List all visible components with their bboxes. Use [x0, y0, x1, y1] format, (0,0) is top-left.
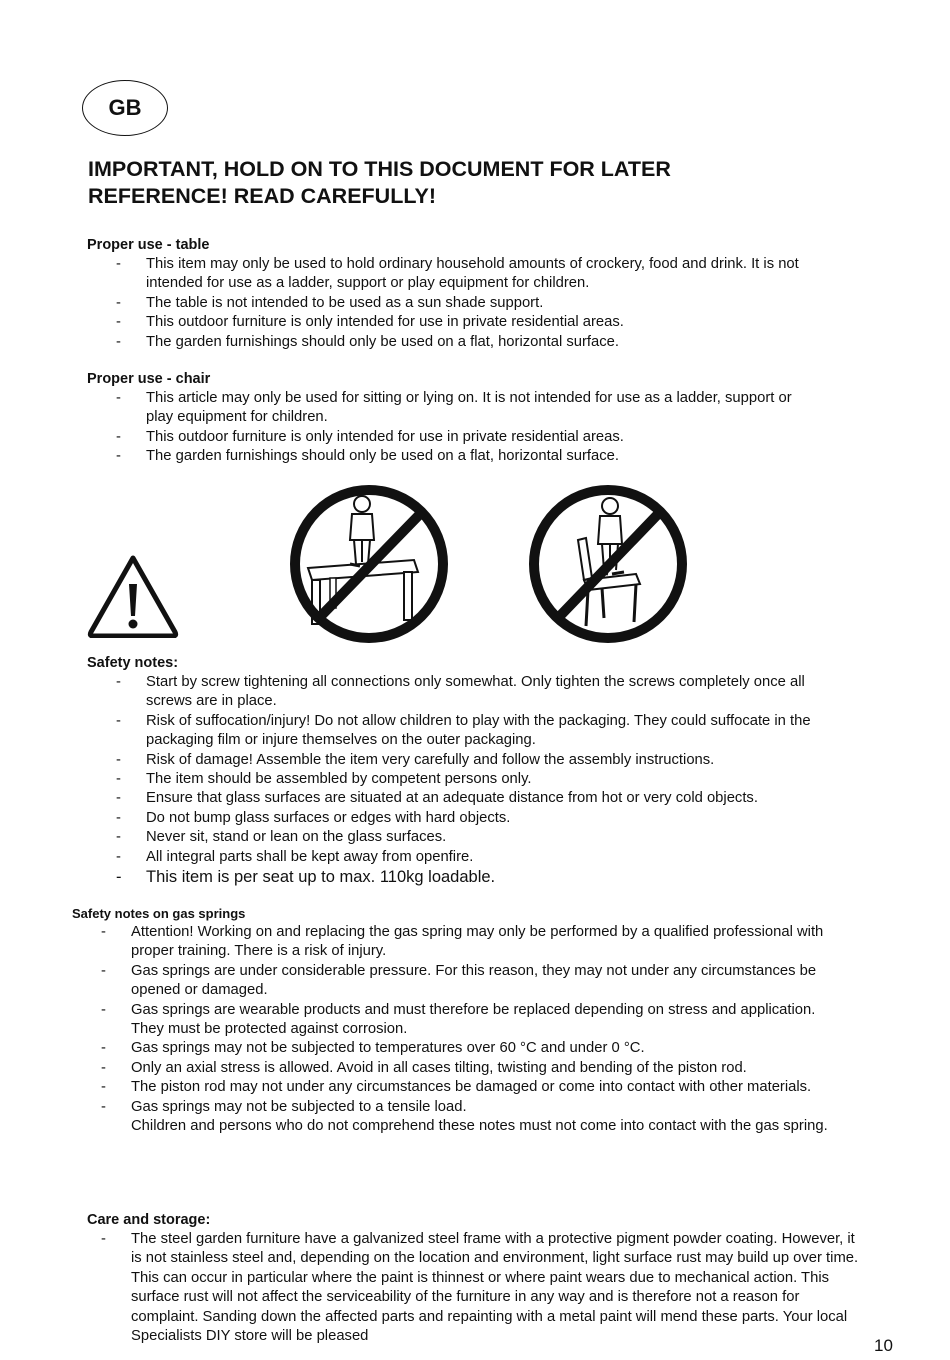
gas-springs-note: Children and persons who do not comprehend these notes must not come into contact with the gas spring. — [131, 1118, 828, 1135]
list-item: - This outdoor furniture is only intended for use in private residential areas. — [116, 428, 624, 445]
list-item: - The steel garden furniture have a galvanized steel frame with a protective pigment powder coating. However, it is not stainless steel and, depending on the location and environment, light surface rust may build up over time. This can occur in particular where the paint is thinnest or where paint wears due to mechanical action. This surface rust will not affect the serviceability of the furniture in any way and is therefore not a reason for complaint. Sanding down the affected parts and repainting with a metal paint will mend these parts. Your local Specialists DIY store will be pleased — [101, 1231, 859, 1345]
list-item: - This item is per seat up to max. 110kg loadable. — [116, 868, 496, 887]
section-heading-chair: Proper use - chair — [87, 371, 211, 387]
list-item: - Only an axial stress is allowed. Avoid in all cases tilting, twisting and bending of the piston rod. — [101, 1059, 747, 1076]
warning-triangle-icon — [87, 554, 179, 638]
care-list — [101, 1230, 863, 1346]
list-item: - The table is not intended to be used as a sun shade support. — [116, 294, 544, 311]
list-item: - Gas springs may not be subjected to temperatures over 60 °C and under 0 °C. — [101, 1040, 645, 1057]
table-rules-list — [116, 255, 846, 352]
page-title: IMPORTANT, HOLD ON TO THIS DOCUMENT FOR LATER REFERENCE! READ CAREFULLY! — [88, 157, 671, 208]
page-number: 10 — [874, 1336, 893, 1355]
list-item: - The garden furnishings should only be used on a flat, horizontal surface. — [116, 448, 619, 465]
list-item: - Gas springs may not be subjected to a tensile load. — [101, 1098, 467, 1115]
list-item: - Gas springs are under considerable pressure. For this reason, they may not under any circumstances be opened or damaged. — [101, 962, 817, 999]
list-item: - This item may only be used to hold ordinary household amounts of crockery, food and drink. It is not intended for use as a ladder, support or play equipment for children. — [116, 256, 799, 292]
list-item: - This article may only be used for sitting or lying on. It is not intended for use as a ladder, support or play equipment for children. — [116, 390, 792, 426]
list-item: - Do not bump glass surfaces or edges with hard objects. — [116, 809, 511, 826]
list-item: - All integral parts shall be kept away from openfire. — [116, 848, 474, 865]
no-standing-on-table-icon — [286, 482, 452, 646]
list-item: - This outdoor furniture is only intended for use in private residential areas. — [116, 314, 624, 331]
section-heading-gas-springs: Safety notes on gas springs — [72, 906, 246, 921]
no-standing-on-chair-icon — [526, 482, 690, 646]
list-item: - Gas springs are wearable products and must therefore be replaced depending on stress and application. They must be protected against corrosion. — [101, 1001, 816, 1038]
chair-rules-list — [116, 389, 816, 467]
gas-springs-list — [101, 923, 831, 1136]
list-item: - Risk of damage! Assemble the item very carefully and follow the assembly instructions. — [116, 751, 715, 768]
section-heading-care: Care and storage: — [87, 1212, 211, 1228]
list-item: - Start by screw tightening all connections only somewhat. Only tighten the screws completely once all screws are in place. — [116, 674, 805, 710]
list-item: - Never sit, stand or lean on the glass surfaces. — [116, 829, 447, 846]
language-badge: GB — [82, 80, 168, 136]
list-item: - Attention! Working on and replacing the gas spring may only be performed by a qualified professional with proper training. There is a risk of injury. — [101, 924, 824, 960]
section-heading-safety: Safety notes: — [87, 655, 179, 671]
list-item: - The garden furnishings should only be used on a flat, horizontal surface. — [116, 333, 619, 350]
list-item: - The piston rod may not under any circumstances be damaged or come into contact with other materials. — [101, 1079, 812, 1096]
safety-notes-list — [116, 673, 846, 888]
list-item: - The item should be assembled by competent persons only. — [116, 771, 532, 788]
section-heading-table: Proper use - table — [87, 237, 210, 253]
list-item: - Risk of suffocation/injury! Do not allow children to play with the packaging. They could suffocate in the packaging film or injure themselves on the outer packaging. — [116, 712, 811, 749]
list-item: - Ensure that glass surfaces are situated at an adequate distance from hot or very cold objects. — [116, 790, 758, 807]
